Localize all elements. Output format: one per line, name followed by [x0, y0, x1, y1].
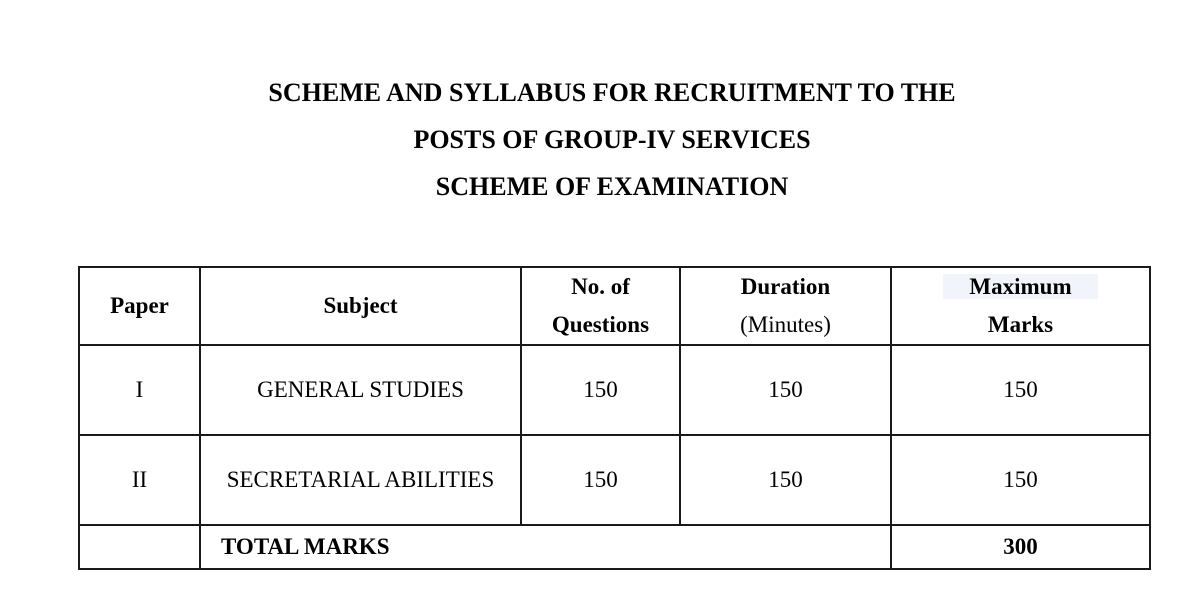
cell-subject: GENERAL STUDIES	[200, 345, 521, 435]
cell-duration: 150	[680, 345, 891, 435]
header-questions	[521, 267, 680, 345]
header-marks-line1: Maximum	[943, 274, 1097, 299]
cell-subject: SECRETARIAL ABILITIES	[200, 435, 521, 525]
total-empty-cell	[79, 525, 200, 569]
cell-paper: II	[79, 435, 200, 525]
cell-questions: 150	[521, 345, 680, 435]
document-title-line-1: SCHEME AND SYLLABUS FOR RECRUITMENT TO THE	[268, 78, 956, 107]
header-marks	[891, 267, 1150, 345]
header-paper: Paper	[79, 267, 200, 345]
examination-scheme-table	[78, 266, 1151, 570]
total-row	[79, 525, 1150, 569]
header-marks-line2: Marks	[987, 312, 1054, 337]
total-value: 300	[891, 525, 1150, 569]
document-subtitle: SCHEME OF EXAMINATION	[435, 172, 789, 201]
document-title-line-2: POSTS OF GROUP-IV SERVICES	[413, 125, 811, 154]
header-duration-line2: (Minutes)	[740, 312, 831, 337]
table-row	[79, 345, 1150, 435]
header-duration	[680, 267, 891, 345]
header-questions-line1: No. of	[571, 274, 630, 299]
total-label: TOTAL MARKS	[200, 525, 891, 569]
cell-questions: 150	[521, 435, 680, 525]
cell-marks: 150	[891, 435, 1150, 525]
header-subject: Subject	[200, 267, 521, 345]
table-header-row	[79, 267, 1150, 345]
header-duration-line1: Duration	[740, 274, 831, 299]
cell-marks: 150	[891, 345, 1150, 435]
header-questions-line2: Questions	[551, 312, 650, 337]
cell-duration: 150	[680, 435, 891, 525]
cell-paper: I	[79, 345, 200, 435]
table-row	[79, 435, 1150, 525]
